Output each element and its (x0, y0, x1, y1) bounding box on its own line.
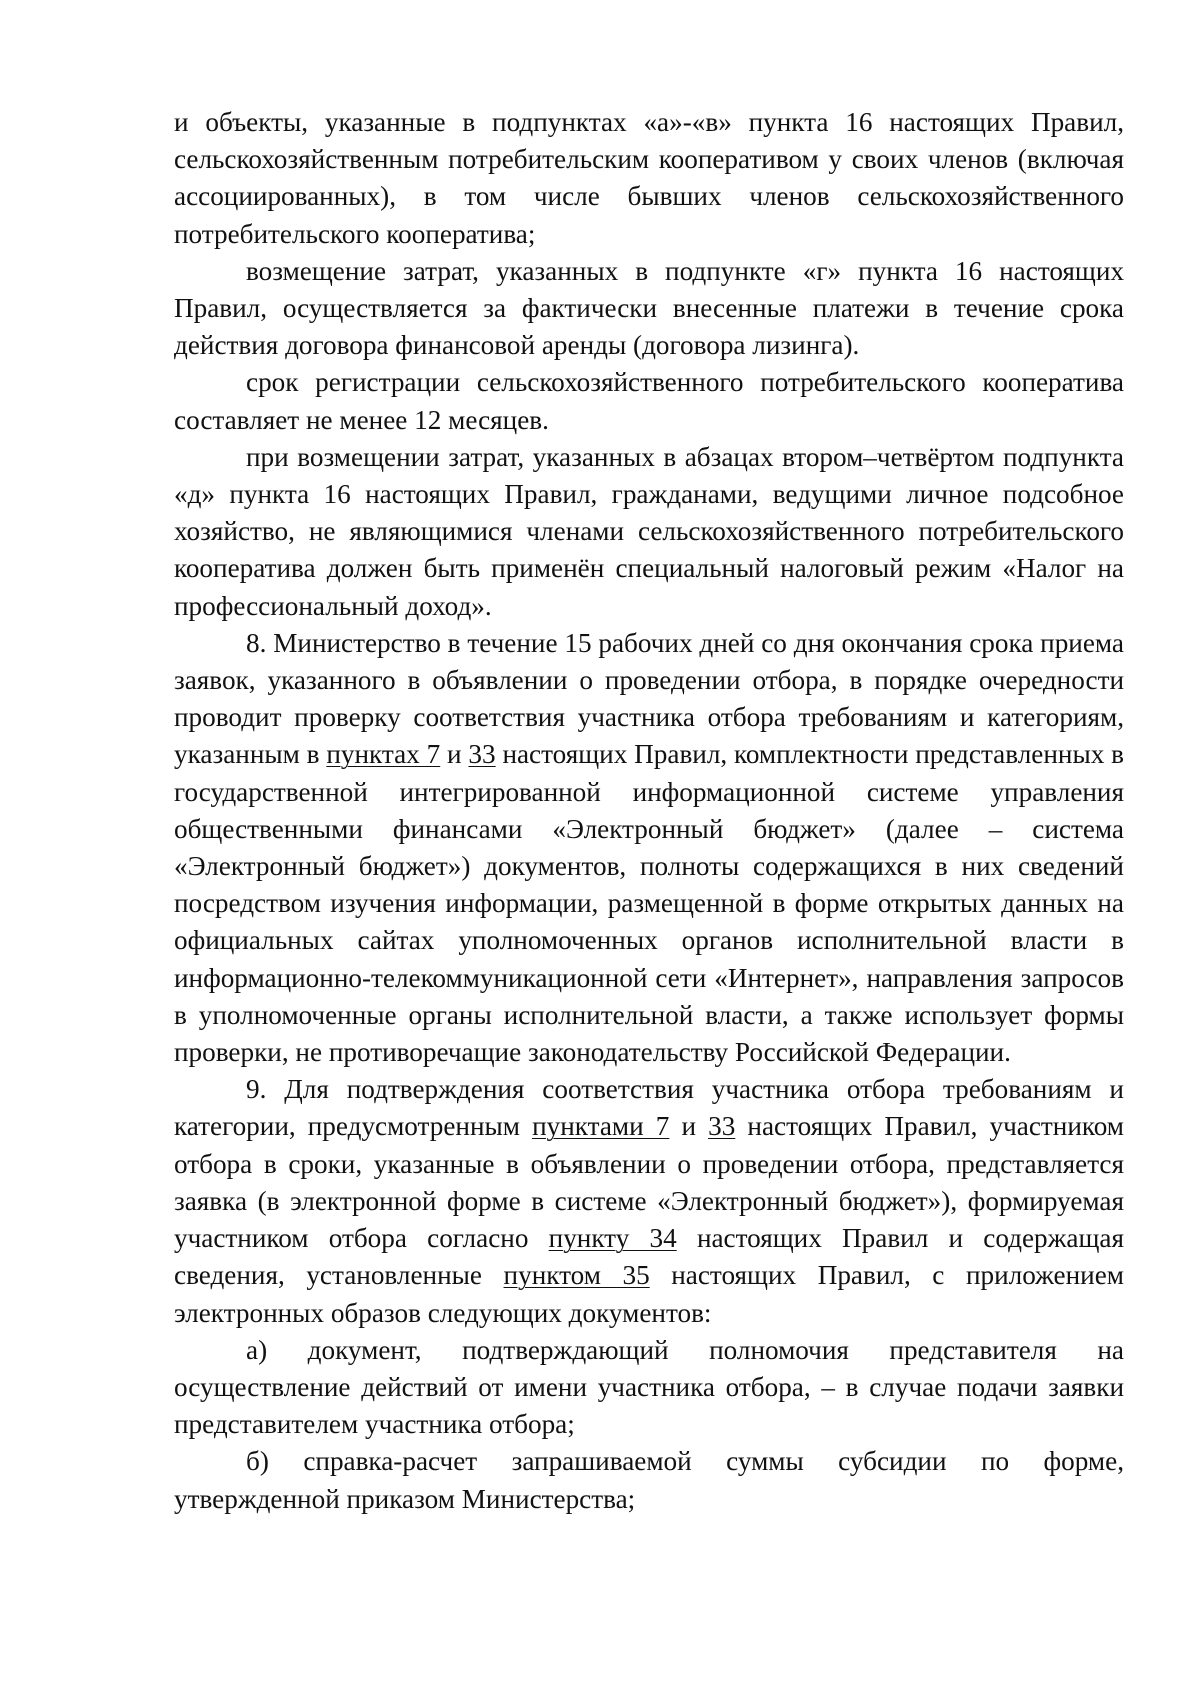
paragraph-p1 (174, 104, 1124, 253)
paragraph-p8 (174, 1443, 1124, 1517)
paragraph-p4 (174, 439, 1124, 625)
link-punkt-35[interactable]: пунктом 35 (503, 1260, 650, 1291)
paragraph-p2 (174, 253, 1124, 365)
paragraph-p6 (174, 1071, 1124, 1331)
link-punkt-34[interactable]: пункту 34 (548, 1223, 677, 1254)
paragraph-text: настоящих Правил, комплектности представленных в государственной интегрированной информационной системе управления общественными финансами «Электронный бюджет» (далее – система «Электронный бюджет») документов, полноты содержащихся в них сведений посредством изучения информации, размещенной в форме открытых данных на официальных сайтах уполномоченных органов исполнительной власти в информационно-телекоммуникационной сети «Интернет», направления запросов в уполномоченные органы исполнительной власти, а также использует формы проверки, не противоречащие законодательству Российской Федерации. (174, 739, 1124, 1068)
paragraph-text: а) документ, подтверждающий полномочия представителя на осуществление действий от имени участника отбора, – в случае подачи заявки представителем участника отбора; (174, 1334, 1124, 1440)
paragraph-text: настоящих Правил, участником отбора в сроки, указанные в объявлении о проведении отбора, представляется заявка (в электронной форме в системе «Электронный бюджет»), формируемая участником отбора согласно (174, 1111, 1125, 1254)
paragraph-text: и объекты, указанные в подпунктах «а»-«в» пункта 16 настоящих Правил, сельскохозяйственным потребительским кооперативом у своих членов (включая ассоциированных), в том числе бывших членов сельскохозяйственного потребительского кооператива; (174, 107, 1124, 249)
link-punkty-7[interactable]: пунктах 7 (326, 739, 441, 770)
link-punkt-33[interactable]: 33 (468, 739, 496, 770)
paragraph-text: и (440, 739, 469, 770)
paragraph-text: 8. Министерство в течение 15 рабочих дней со дня окончания срока приема заявок, указанного в объявлении о проведении отбора, в порядке очередности проводит проверку соответствия участника отбора требованиям и категориям, указанным в (174, 627, 1124, 770)
paragraph-text: настоящих Правил и содержащая сведения, установленные (174, 1223, 1124, 1291)
link-punktami-7[interactable]: пунктами 7 (532, 1111, 670, 1142)
link-punkt-33-b[interactable]: 33 (708, 1111, 736, 1142)
paragraph-text: б) справка-расчет запрашиваемой суммы субсидии по форме, утвержденной приказом Министерства; (174, 1446, 1124, 1514)
document-body (174, 104, 1124, 1518)
paragraph-text: срок регистрации сельскохозяйственного потребительского кооператива составляет не менее 12 месяцев. (174, 367, 1124, 435)
document-page (174, 104, 1124, 1518)
paragraph-p7 (174, 1332, 1124, 1444)
paragraph-text: и (669, 1111, 709, 1142)
paragraph-p5 (174, 625, 1124, 1071)
paragraph-text: 9. Для подтверждения соответствия участника отбора требованиям и категории, предусмотренным (174, 1074, 1124, 1142)
paragraph-text: настоящих Правил, с приложением электронных образов следующих документов: (174, 1260, 1124, 1328)
paragraph-text: при возмещении затрат, указанных в абзацах втором–четвёртом подпункта «д» пункта 16 настоящих Правил, гражданами, ведущими личное подсобное хозяйство, не являющимися членами сельскохозяйственного потребительского кооператива должен быть применён специальный налоговый режим «Налог на профессиональный доход». (174, 441, 1124, 621)
paragraph-text: возмещение затрат, указанных в подпункте «г» пункта 16 настоящих Правил, осуществляется за фактически внесенные платежи в течение срока действия договора финансовой аренды (договора лизинга). (174, 255, 1124, 361)
paragraph-p3 (174, 364, 1124, 438)
